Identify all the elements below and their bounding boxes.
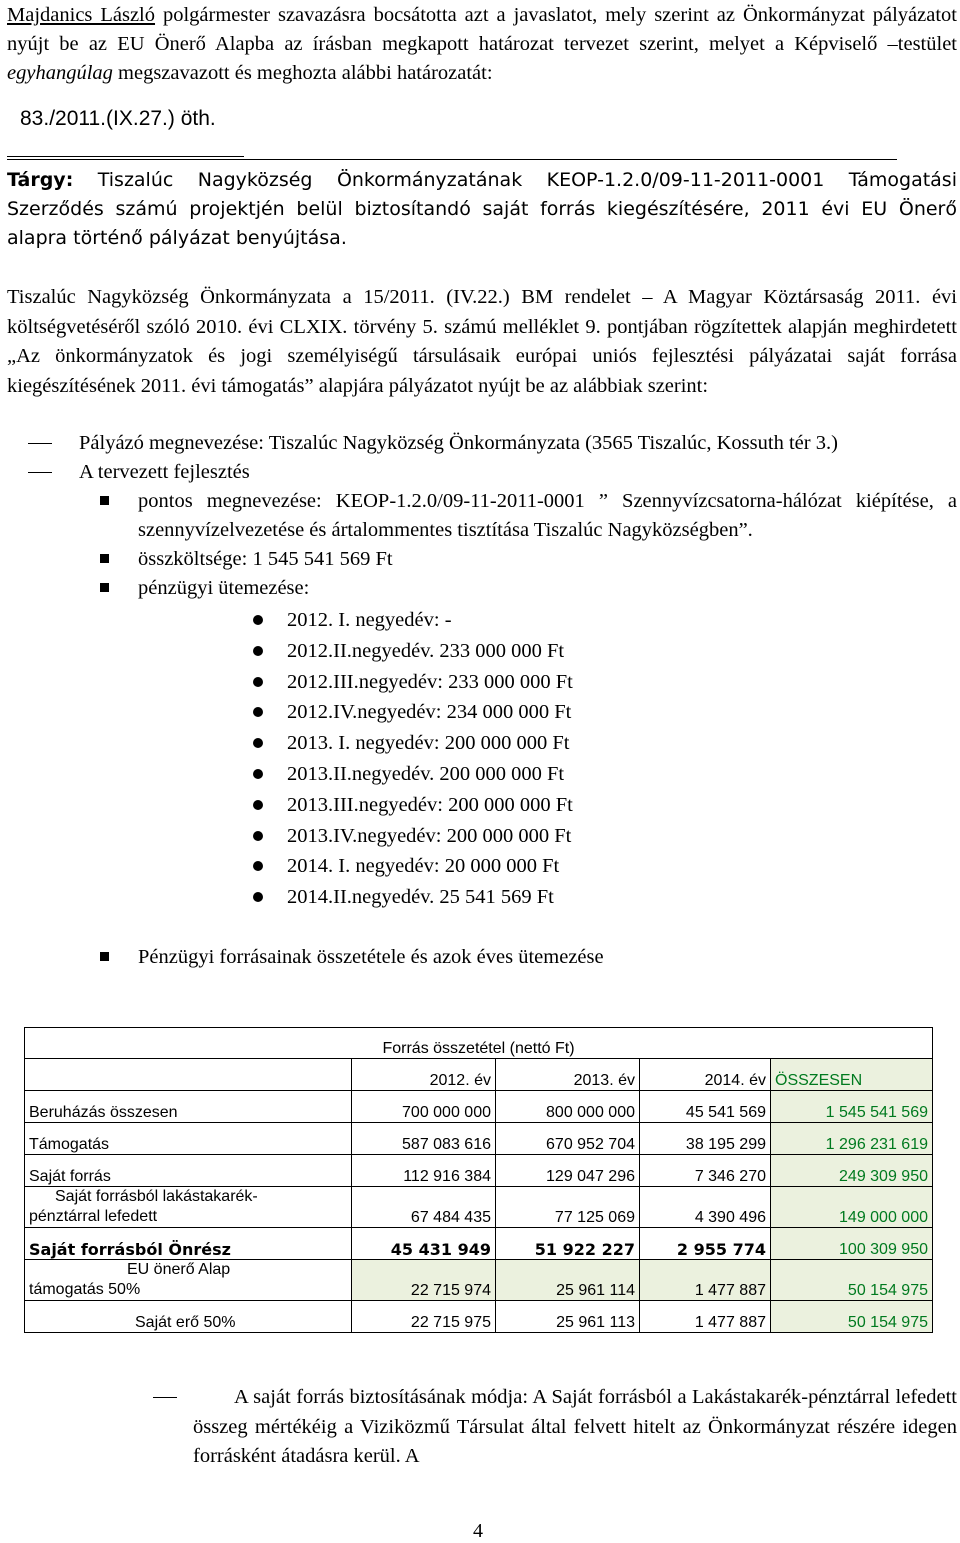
table-row-label: Beruházás összesen [25, 1091, 352, 1123]
schedule-item [7, 605, 957, 636]
legal-basis-paragraph: Tiszalúc Nagyközség Önkormányzata a 15/2011. (IV.22.) BM rendelet – A Magyar Köztársaság 2011. évi költségvetéséről szóló 2010. évi CLXIX. törvény 5. számú melléklet 9. pontjában rögzítettek alapján meghirdetett „Az önkormányzatok és jogi személyiségű társulásaik európai uniós fejlesztési pályázatai saját forrása kiegészítésének 2011. évi támogatás” alapjára pályázatot nyújt be az alábbiak szerint: [7, 286, 957, 397]
table-cell-total: 50 154 975 [771, 1301, 933, 1333]
dash-icon [28, 472, 52, 473]
footer-paragraph-block [7, 1383, 957, 1472]
table-header-row [25, 1059, 933, 1091]
bullet-icon [253, 861, 263, 871]
schedule-item [7, 882, 957, 913]
table-header-cell [25, 1059, 352, 1091]
table-cell: 129 047 296 [496, 1155, 640, 1187]
bullet-icon [253, 800, 263, 810]
list-item-project-name [7, 487, 957, 545]
intro-unanimous: egyhangúlag [7, 62, 113, 84]
schedule-item-text: 2014. I. negyedév: 20 000 000 Ft [287, 855, 560, 878]
intro-paragraph [7, 1, 957, 88]
schedule-item-text: 2012. I. negyedév: - [287, 609, 452, 631]
table-row-label: Saját erő 50% [25, 1301, 352, 1333]
table-cell: 587 083 616 [352, 1123, 496, 1155]
list-item-total-cost [7, 545, 957, 574]
table-row-label [25, 1187, 352, 1228]
list-item-schedule [7, 574, 957, 603]
table-row [25, 1301, 933, 1333]
list-item-planned [7, 458, 957, 487]
table-cell: 112 916 384 [352, 1155, 496, 1187]
project-name-text: pontos megnevezése: KEOP-1.2.0/09-11-2011-0001 ” Szennyvízcsatorna-hálózat kiépítése, a szennyvízelvezetése és ártalommentes tisztítása Tiszalúc Nagyközségben”. [138, 490, 957, 541]
table-cell: 77 125 069 [496, 1187, 640, 1228]
table-cell: 4 390 496 [640, 1187, 771, 1228]
table-header-cell: 2014. év [640, 1059, 771, 1091]
table-cell: 670 952 704 [496, 1123, 640, 1155]
table-cell: 1 477 887 [640, 1301, 771, 1333]
resolution-number: 83./2011.(IX.27.) öth. [20, 107, 216, 130]
subject-paragraph [7, 166, 957, 253]
table-cell: 67 484 435 [352, 1187, 496, 1228]
schedule-item-text: 2012.II.negyedév. 233 000 000 Ft [287, 639, 565, 662]
table-cell: 25 961 114 [496, 1260, 640, 1301]
table-cell-total: 1 545 541 569 [771, 1091, 933, 1123]
applicant-text: Pályázó megnevezése: Tiszalúc Nagyközség Önkormányzata (3565 Tiszalúc, Kossuth tér 3.) [79, 432, 838, 454]
funding-table [24, 1027, 933, 1333]
table-caption: Forrás összetétel (nettó Ft) [25, 1028, 933, 1059]
schedule-item-text: 2012.III.negyedév: 233 000 000 Ft [287, 670, 573, 693]
schedule-item-text: 2013.IV.negyedév: 200 000 000 Ft [287, 824, 572, 847]
intro-text-2: megszavazott és meghozta alábbi határozatát: [112, 62, 493, 84]
bullet-icon [253, 892, 263, 902]
schedule-item-text: 2013.II.negyedév. 200 000 000 Ft [287, 762, 565, 785]
table-row-label-line: EU önerő Alap [127, 1261, 231, 1278]
table-row [25, 1091, 933, 1123]
schedule-item-text: 2012.IV.negyedév: 234 000 000 Ft [287, 701, 572, 724]
application-list [7, 429, 957, 972]
square-bullet-icon [100, 496, 109, 505]
table-row-label: Saját forrás [25, 1155, 352, 1187]
table-cell: 22 715 975 [352, 1301, 496, 1333]
table-cell: 2 955 774 [640, 1228, 771, 1260]
schedule-item-text: 2013.III.negyedév: 200 000 000 Ft [287, 793, 573, 816]
table-cell: 25 961 113 [496, 1301, 640, 1333]
table-row [25, 1187, 933, 1228]
intro-text-1: polgármester szavazásra bocsátotta azt a javaslatot, mely szerint az Önkormányzat pályázatot nyújt be az EU Önerő Alapba az írásban megkapott határozat tervezet szerint, melyet a Képviselő –testület [7, 4, 957, 55]
table-cell-total: 50 154 975 [771, 1260, 933, 1301]
table-row-label [25, 1260, 352, 1301]
square-bullet-icon [100, 952, 109, 961]
table-row-label: Támogatás [25, 1123, 352, 1155]
funding-sources-text: Pénzügyi forrásainak összetétele és azok éves ütemezése [138, 945, 604, 968]
table-row [25, 1155, 933, 1187]
rule-short [7, 156, 244, 157]
bullet-icon [253, 677, 263, 687]
table-cell: 51 922 227 [496, 1228, 640, 1260]
table-cell-total: 100 309 950 [771, 1228, 933, 1260]
subject-label: Tárgy: [7, 169, 74, 191]
table-cell: 38 195 299 [640, 1123, 771, 1155]
rule-long [7, 159, 897, 160]
dash-icon [153, 1397, 177, 1398]
dash-icon [28, 443, 52, 444]
table-cell: 7 346 270 [640, 1155, 771, 1187]
schedule-item [7, 851, 957, 882]
table-cell-total: 1 296 231 619 [771, 1123, 933, 1155]
bullet-icon [253, 738, 263, 748]
schedule-item [7, 697, 957, 728]
schedule-text: pénzügyi ütemezése: [138, 577, 310, 599]
total-cost-text: összköltsége: 1 545 541 569 Ft [138, 548, 393, 570]
table-row-label: Saját forrásból Önrész [25, 1228, 352, 1260]
table-cell: 45 431 949 [352, 1228, 496, 1260]
page-number: 4 [473, 1520, 483, 1542]
schedule-item [7, 636, 957, 667]
square-bullet-icon [100, 554, 109, 563]
schedule-item [7, 759, 957, 790]
bullet-icon [253, 769, 263, 779]
table-row [25, 1123, 933, 1155]
bullet-icon [253, 615, 263, 625]
square-bullet-icon [100, 583, 109, 592]
schedule-item [7, 667, 957, 698]
table-row [25, 1228, 933, 1260]
table-caption-row [25, 1028, 933, 1059]
schedule-item [7, 790, 957, 821]
schedule-item [7, 821, 957, 852]
table-row-label-line: támogatás 50% [29, 1281, 141, 1298]
list-item-applicant [7, 429, 957, 458]
table-cell: 700 000 000 [352, 1091, 496, 1123]
list-item-funding-sources [7, 943, 957, 972]
table-header-cell: 2012. év [352, 1059, 496, 1091]
table-cell: 22 715 974 [352, 1260, 496, 1301]
schedule-item-text: 2014.II.negyedév. 25 541 569 Ft [287, 886, 554, 909]
bullet-icon [253, 646, 263, 656]
table-cell: 1 477 887 [640, 1260, 771, 1301]
schedule-item-text: 2013. I. negyedév: 200 000 000 Ft [287, 732, 570, 755]
table-row [25, 1260, 933, 1301]
mayor-name: Majdanics László [7, 4, 156, 26]
planned-text: A tervezett fejlesztés [79, 461, 250, 483]
table-cell: 800 000 000 [496, 1091, 640, 1123]
bullet-icon [253, 831, 263, 841]
table-header-cell: ÖSSZESEN [771, 1059, 933, 1091]
table-cell-total: 249 309 950 [771, 1155, 933, 1187]
table-cell: 45 541 569 [640, 1091, 771, 1123]
schedule-list [7, 605, 957, 913]
table-row-label-line: pénztárral lefedett [29, 1208, 158, 1225]
subject-text: Tiszalúc Nagyközség Önkormányzatának KEOP-1.2.0/09-11-2011-0001 Támogatási Szerződés számú projektjén belül biztosítandó saját forrás kiegészítésére, 2011 évi EU Önerő alapra történő pályázat benyújtása. [7, 169, 957, 249]
table-header-cell: 2013. év [496, 1059, 640, 1091]
schedule-item [7, 728, 957, 759]
bullet-icon [253, 707, 263, 717]
table-row-label-line: Saját forrásból lakástakarék- [55, 1188, 258, 1205]
footer-paragraph: A saját forrás biztosításának módja: A Saját forrásból a Lakástakarék-pénztárral lefedett összeg mértékéig a Viziközmű Társulat által felvett hitelt az Önkormányzat részére idegen forrásként átadásra kerül. A [193, 1386, 957, 1467]
table-cell-total: 149 000 000 [771, 1187, 933, 1228]
